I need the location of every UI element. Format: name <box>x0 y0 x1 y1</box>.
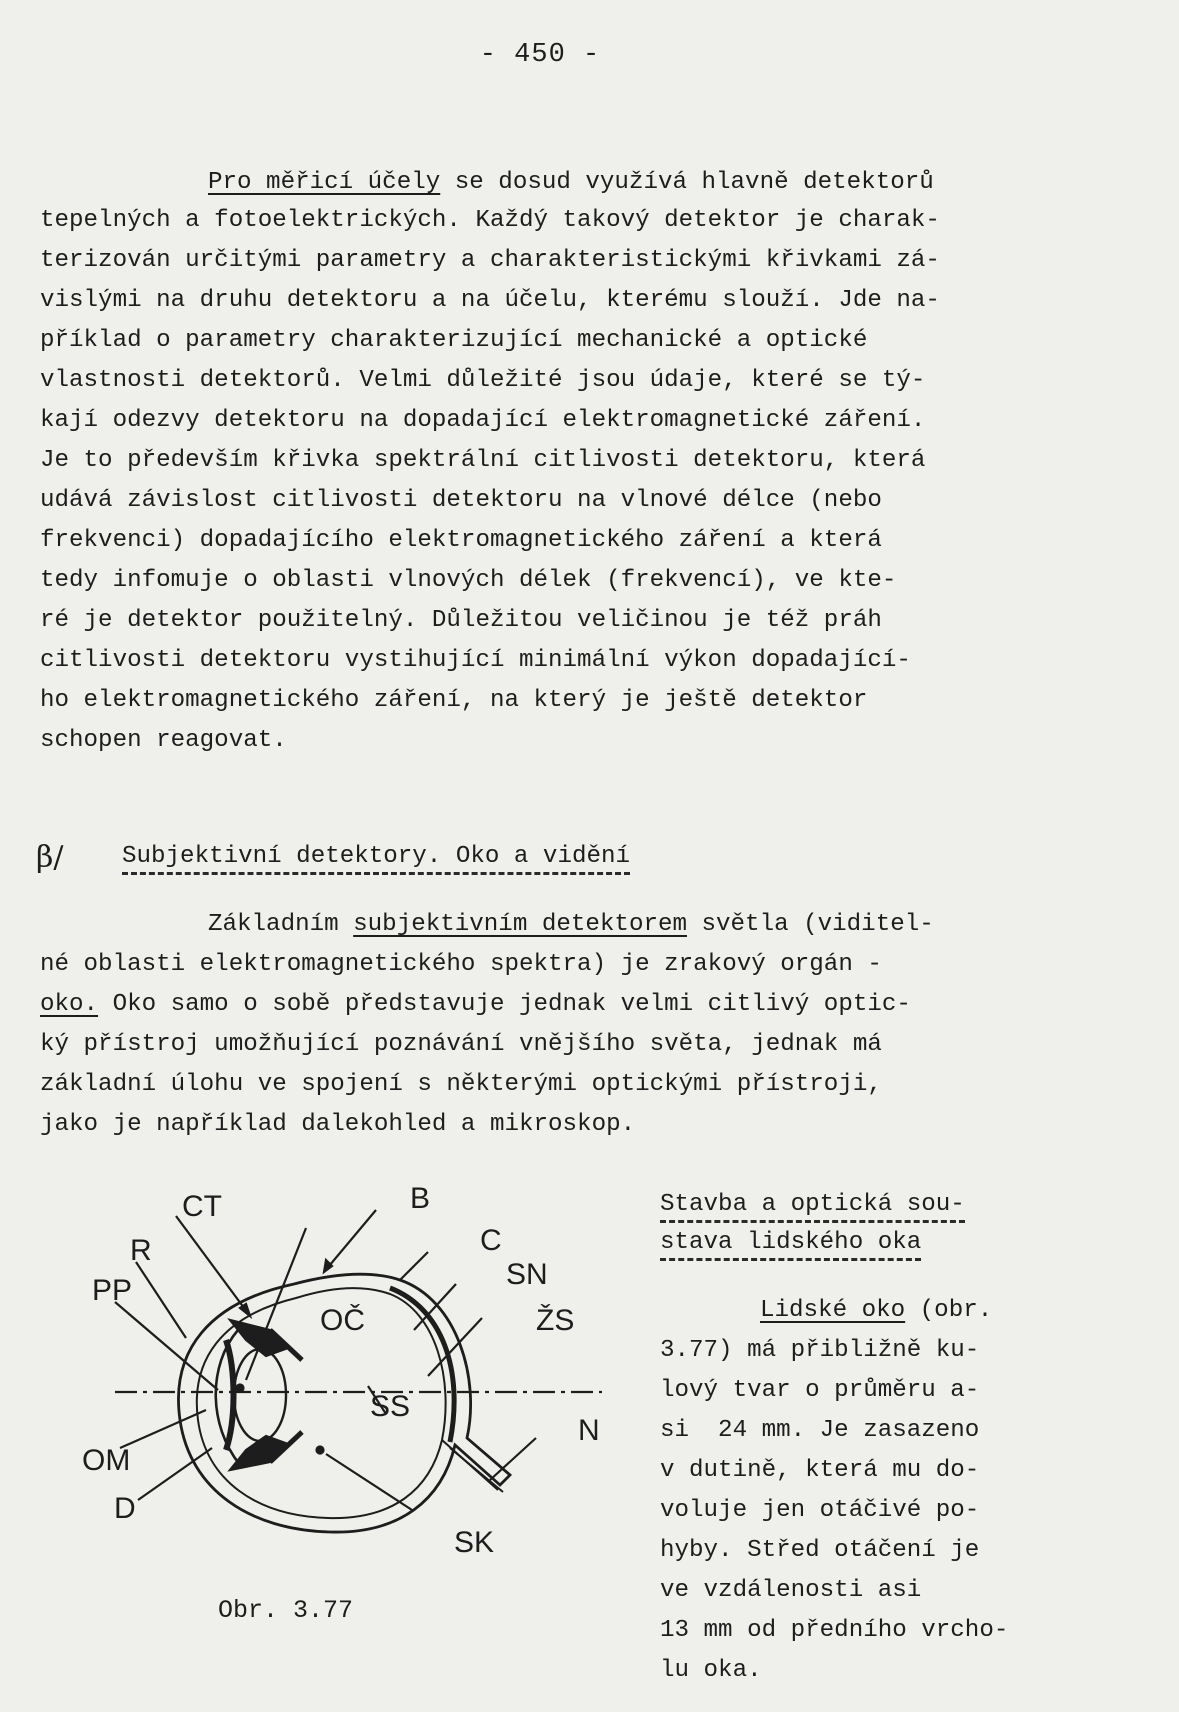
label-om: OM <box>82 1444 131 1477</box>
label-d: D <box>114 1492 136 1525</box>
text-line: ký přístroj umožňující poznávání vnějšího světa, jednak má <box>40 1031 882 1058</box>
text-line: základní úlohu ve spojení s některými optickými přístroji, <box>40 1071 882 1098</box>
lens <box>234 1349 286 1441</box>
label-n: N <box>578 1414 600 1447</box>
label-pp: PP <box>92 1274 133 1307</box>
text-line: hyby. Střed otáčení je <box>660 1537 980 1564</box>
text-line: terizován určitými parametry a charakteristickými křivkami zá- <box>40 247 940 274</box>
text-line: Lidské oko (obr. <box>760 1297 993 1324</box>
text-line: 3.77) má přibližně ku- <box>660 1337 980 1364</box>
label-sk: SK <box>454 1526 495 1559</box>
text-line: vlastnosti detektorů. Velmi důležité jsou údaje, které se tý- <box>40 367 926 394</box>
figure-caption: Obr. 3.77 <box>218 1596 354 1625</box>
text-line: v dutině, která mu do- <box>660 1457 980 1484</box>
text-line: 13 mm od předního vrcho- <box>660 1617 1009 1644</box>
text-line: vislými na druhu detektoru a na účelu, kterému slouží. Jde na- <box>40 287 940 314</box>
term-eye: oko. <box>40 991 99 1018</box>
text-line: lový tvar o průměru a- <box>660 1377 980 1404</box>
sidebar-heading: stava lidského oka <box>660 1228 921 1258</box>
text-line: voluje jen otáčivé po- <box>660 1497 980 1524</box>
text-line: né oblasti elektromagnetického spektra) je zrakový orgán - <box>40 951 882 978</box>
text-line: citlivosti detektoru vystihující minimální výkon dopadající- <box>40 647 911 674</box>
text-line: ho elektromagnetického záření, na který je ještě detektor <box>40 687 868 714</box>
label-zs: ŽS <box>536 1304 575 1337</box>
text-line: Základním subjektivním detektorem světla (viditel- <box>208 911 934 938</box>
section-marker: β/ <box>36 840 64 875</box>
label-ct: CT <box>182 1190 222 1223</box>
iris <box>226 1340 234 1450</box>
text-line: si 24 mm. Je zasazeno <box>660 1417 980 1444</box>
label-sn: SN <box>506 1258 548 1291</box>
text-line: jako je například dalekohled a mikroskop. <box>40 1111 636 1138</box>
term-subjective-detector: subjektivním detektorem <box>353 911 687 938</box>
text-line: příklad o parametry charakterizující mechanické a optické <box>40 327 868 354</box>
label-oc: OČ <box>320 1304 365 1337</box>
text-line: kají odezvy detektoru na dopadající elektromagnetické záření. <box>40 407 926 434</box>
text-line: ré je detektor použitelný. Důležitou veličinou je též práh <box>40 607 882 634</box>
term-human-eye: Lidské oko <box>760 1297 906 1324</box>
text-line: schopen reagovat. <box>40 727 287 754</box>
text-line: ve vzdálenosti asi <box>660 1577 922 1604</box>
label-b: B <box>410 1182 431 1215</box>
term-measuring-purposes: Pro měřicí účely <box>208 169 441 196</box>
text-line: Pro měřicí účely se dosud využívá hlavně detektorů <box>208 169 934 196</box>
section-title: Subjektivní detektory. Oko a vidění <box>122 842 630 872</box>
text-line: tedy infomuje o oblasti vlnových délek (frekvencí), ve kte- <box>40 567 897 594</box>
text-line: lu oka. <box>660 1657 762 1684</box>
label-ss: SS <box>370 1390 411 1423</box>
text-line: oko. Oko samo o sobě představuje jednak velmi citlivý optic- <box>40 991 911 1018</box>
sidebar-heading: Stavba a optická sou- <box>660 1190 965 1220</box>
label-c: C <box>480 1224 502 1257</box>
eye-diagram <box>70 1180 630 1560</box>
label-r: R <box>130 1234 152 1267</box>
text-line: Je to především křivka spektrální citlivosti detektoru, která <box>40 447 926 474</box>
text-line: frekvenci) dopadajícího elektromagnetického záření a která <box>40 527 882 554</box>
text-line: udává závislost citlivosti detektoru na vlnové délce (nebo <box>40 487 882 514</box>
page-number: - 450 - <box>479 40 601 70</box>
text-line: tepelných a fotoelektrických. Každý takový detektor je charak- <box>40 207 940 234</box>
